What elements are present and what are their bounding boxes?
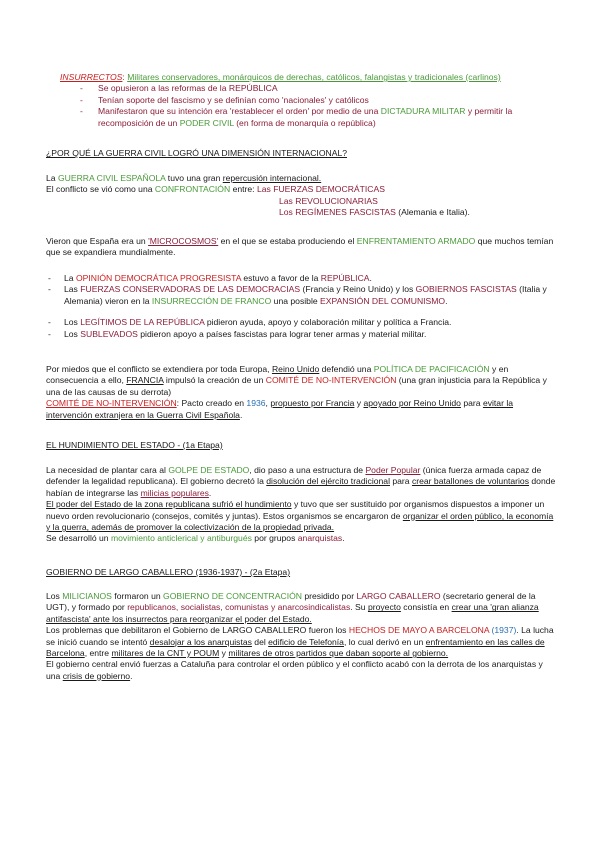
text: consistía en bbox=[400, 602, 452, 613]
underlined-text: enfrentamiento en las calles de Barcelona bbox=[46, 636, 545, 659]
insurrectos-section bbox=[60, 72, 560, 129]
text: Vieron que España era un bbox=[46, 236, 149, 246]
underlined-text: FRANCIA bbox=[126, 375, 164, 386]
underlined-text: El poder del Estado de la zona republicana sufrió el hundimiento bbox=[46, 499, 292, 510]
text: Los bbox=[46, 591, 63, 601]
text: El conflicto se vió como una bbox=[46, 184, 155, 195]
highlight: MILICIANOS bbox=[62, 591, 112, 601]
text: defendió una bbox=[319, 364, 374, 374]
text: La necesidad de plantar cara al bbox=[46, 465, 169, 475]
text-block bbox=[46, 499, 558, 533]
highlight: GOBIERNOS FASCISTAS bbox=[415, 284, 517, 295]
highlight: PODER CIVIL bbox=[179, 117, 234, 128]
highlight: Las FUERZAS DEMOCRÁTICAS bbox=[256, 184, 385, 195]
hundimiento-paragraph bbox=[46, 465, 558, 545]
text: Se desarrolló un bbox=[46, 533, 111, 544]
highlight: GOLPE DE ESTADO bbox=[168, 465, 250, 475]
pacification-paragraph bbox=[46, 364, 558, 421]
highlight: FUERZAS CONSERVADORAS DE LAS DEMOCRACIAS bbox=[80, 284, 301, 295]
section-heading: ¿POR QUÉ LA GUERRA CIVIL LOGRÓ UNA DIMENSIÓN INTERNACIONAL? bbox=[46, 148, 348, 158]
text: , entre bbox=[84, 648, 112, 659]
text: en el que se estaba produciendo el bbox=[218, 236, 357, 246]
underlined-text: crear una 'gran alianza antifascista' ante los insurrectos para reorganizar el poder del Estado. bbox=[46, 602, 539, 624]
text: Por miedos que el conflicto se extendiera por toda Europa, bbox=[46, 364, 272, 374]
text-line bbox=[46, 173, 558, 184]
text-line bbox=[46, 207, 558, 218]
text: una posible bbox=[271, 295, 321, 306]
text: (única fuerza armada capaz de defender la legalidad republicana). El gobierno decretó la bbox=[46, 465, 542, 487]
text: Los bbox=[64, 317, 81, 328]
underlined-text: proyecto bbox=[367, 602, 401, 613]
text: (Francia y Reino Unido) y los bbox=[300, 284, 416, 295]
highlight: Los REGÍMENES FASCISTAS bbox=[279, 207, 396, 218]
text: . bbox=[445, 295, 448, 306]
list-item-text: Manifestaron que su intención era 'restablecer el orden' por medio de una bbox=[98, 106, 381, 117]
text: para bbox=[389, 476, 412, 487]
highlight: HECHOS DE MAYO A BARCELONA bbox=[348, 625, 490, 636]
text: pidieron ayuda, apoyo y colaboración militar y política a Francia. bbox=[204, 317, 452, 328]
highlight: COMITÉ DE NO-INTERVENCIÓN bbox=[265, 375, 397, 386]
list-item bbox=[48, 329, 558, 340]
highlight: GUERRA CIVIL ESPAÑOLA bbox=[57, 173, 166, 183]
underlined-text: Poder Popular bbox=[365, 465, 421, 475]
text: , bbox=[265, 398, 271, 409]
text: para bbox=[460, 398, 483, 409]
list-item bbox=[48, 317, 558, 328]
highlight: DICTADURA MILITAR bbox=[380, 106, 466, 117]
underlined-text: COMITÉ DE NO-INTERVENCIÓN bbox=[46, 398, 177, 409]
text-block bbox=[46, 591, 558, 625]
text: . bbox=[369, 273, 372, 283]
text: del bbox=[251, 636, 269, 647]
list-item bbox=[48, 273, 558, 284]
highlight: INSURRECCIÓN DE FRANCO bbox=[151, 295, 272, 306]
text: donde habían de integrarse las bbox=[46, 476, 556, 498]
underlined-text: crisis de gobierno bbox=[62, 670, 131, 681]
text: , lo cual derivó en un bbox=[343, 636, 426, 647]
underlined-text: crear batallones de voluntarios bbox=[411, 476, 530, 487]
text: entre: bbox=[230, 184, 257, 195]
list-item-text: y permitir la recomposición de un bbox=[98, 106, 513, 128]
text: estuvo a favor de la bbox=[241, 273, 321, 283]
underlined-text: Reino Unido bbox=[271, 364, 320, 374]
highlight: REPÚBLICA bbox=[320, 273, 370, 283]
text-block bbox=[46, 625, 558, 659]
text: y tuvo que ser sustituido por organismos dispuestos a imponer un nuevo orden revolucionario (consejos, comités y juntas). Estos organismos se encargaron de bbox=[46, 499, 545, 521]
text: que muchos temían que se expandiera mundialmente. bbox=[46, 236, 554, 258]
underlined-text: edificio de Telefonía bbox=[268, 636, 344, 647]
highlight: GOBIERNO DE CONCENTRACIÓN bbox=[163, 591, 302, 601]
underlined-text: apoyado por Reino Unido bbox=[363, 398, 461, 409]
highlight: SUBLEVADOS bbox=[80, 328, 138, 339]
list-item bbox=[60, 106, 560, 129]
confrontation-paragraph bbox=[46, 173, 558, 219]
text: . bbox=[342, 533, 345, 544]
text: impulsó la creación de un bbox=[163, 375, 266, 386]
insurrectos-desc: Militares conservadores, monárquicos de derechas, católicos, falangistas y tradicionales (carlinos) bbox=[127, 72, 501, 82]
text: presidido por bbox=[301, 591, 357, 601]
text: . La lucha se inició cuando se intentó bbox=[46, 625, 554, 647]
microcosmos-paragraph bbox=[46, 236, 558, 259]
text: y en consecuencia a ello, bbox=[46, 364, 509, 386]
positions-list bbox=[46, 273, 558, 340]
underlined-text: organizar el orden público, la economía y la guerra, además de promover la colectivización de la propiedad privada. bbox=[46, 510, 554, 533]
text-block bbox=[46, 398, 558, 421]
text: formaron un bbox=[111, 591, 164, 601]
text-block bbox=[46, 364, 558, 398]
text-block bbox=[46, 533, 558, 544]
underlined-text: milicias populares bbox=[140, 487, 209, 498]
text: tuvo una gran bbox=[165, 173, 223, 183]
list-item-text: Se opusieron a las reformas de la REPÚBLICA bbox=[98, 83, 278, 94]
section-2 bbox=[46, 440, 558, 451]
text: (una gran injusticia para la República y una de las causas de su derrota) bbox=[46, 375, 547, 397]
highlight: CONFRONTACIÓN bbox=[154, 184, 231, 195]
text: pidieron apoyo a países fascistas para lograr tener armas y material militar. bbox=[137, 328, 427, 339]
underlined-text: disolución del ejército tradicional bbox=[266, 476, 390, 487]
text: La bbox=[46, 173, 58, 183]
text: Los bbox=[64, 328, 81, 339]
highlight: OPINIÓN DEMOCRÁTICA PROGRESISTA bbox=[75, 273, 242, 283]
text-line bbox=[46, 184, 558, 195]
insurrectos-definition bbox=[60, 72, 560, 83]
highlight: LEGÍTIMOS DE LA REPÚBLICA bbox=[80, 317, 205, 328]
largo-caballero-paragraph bbox=[46, 591, 558, 682]
highlight: POLÍTICA DE PACIFICACIÓN bbox=[373, 364, 490, 374]
text: , dio paso a una estructura de bbox=[249, 465, 366, 475]
list-item-text: (en forma de monarquía o república) bbox=[233, 117, 376, 128]
underlined-text: militares de la CNT y POUM bbox=[111, 648, 220, 659]
underlined-text: 'MICROCOSMOS' bbox=[148, 236, 219, 246]
text: . bbox=[208, 487, 212, 498]
text: . bbox=[239, 409, 243, 420]
underlined-text: desalojar a los anarquistas bbox=[149, 636, 252, 647]
highlight: ENFRENTAMIENTO ARMADO bbox=[356, 236, 476, 246]
list-item bbox=[60, 83, 560, 94]
list-item bbox=[60, 95, 560, 106]
highlight: (1937) bbox=[491, 625, 517, 636]
highlight: movimiento anticlerical y antiburgués bbox=[110, 533, 252, 544]
text-line: Las REVOLUCIONARIAS bbox=[279, 195, 378, 206]
highlight: 1936 bbox=[246, 398, 266, 409]
text: (secretario general de la UGT), y formado por bbox=[46, 591, 536, 613]
underlined-text: evitar la intervención extranjera en la Guerra Civil Española bbox=[46, 398, 514, 420]
insurrectos-term: INSURRECTOS bbox=[60, 72, 123, 82]
text: Las bbox=[64, 284, 81, 295]
text: por grupos bbox=[251, 533, 298, 544]
underlined-text: militares de otros partidos que daban soporte al gobierno. bbox=[228, 648, 449, 659]
list-item bbox=[48, 284, 558, 307]
highlight: LARGO CABALLERO bbox=[356, 591, 441, 601]
colon: : bbox=[122, 72, 128, 82]
text: (Italia y Alemania) vieron en la bbox=[64, 284, 547, 306]
text: (Alemania e Italia). bbox=[395, 207, 470, 218]
text: El gobierno central envió fuerzas a Cataluña para controlar el orden público y el conflicto acabó con la derrota de los anarquistas y una bbox=[46, 659, 543, 681]
text: . Su bbox=[350, 602, 368, 613]
text: La bbox=[64, 273, 76, 283]
section-1 bbox=[46, 148, 558, 159]
underlined-text: propuesto por Francia bbox=[270, 398, 355, 409]
underlined-text: repercusión internacional. bbox=[222, 173, 322, 183]
spacer bbox=[46, 307, 558, 317]
text: y bbox=[354, 398, 364, 409]
list-item-text: Tenían soporte del fascismo y se definían como 'nacionales' y católicos bbox=[98, 94, 369, 105]
highlight: republicanos, socialistas, comunistas y anarcosindicalistas bbox=[127, 602, 351, 613]
text: y bbox=[219, 648, 229, 659]
text: . bbox=[130, 670, 133, 681]
highlight: EXPANSIÓN DEL COMUNISMO bbox=[320, 295, 446, 306]
section-heading: GOBIERNO DE LARGO CABALLERO (1936-1937) - (2a Etapa) bbox=[46, 567, 291, 577]
section-heading: EL HUNDIMIENTO DEL ESTADO - (1a Etapa) bbox=[46, 440, 223, 450]
highlight: anarquistas bbox=[297, 533, 343, 544]
section-3 bbox=[46, 567, 558, 578]
text-block bbox=[46, 659, 558, 682]
text: Los problemas que debilitaron el Gobierno de LARGO CABALLERO fueron los bbox=[46, 625, 349, 636]
text: : Pacto creado en bbox=[176, 398, 247, 409]
